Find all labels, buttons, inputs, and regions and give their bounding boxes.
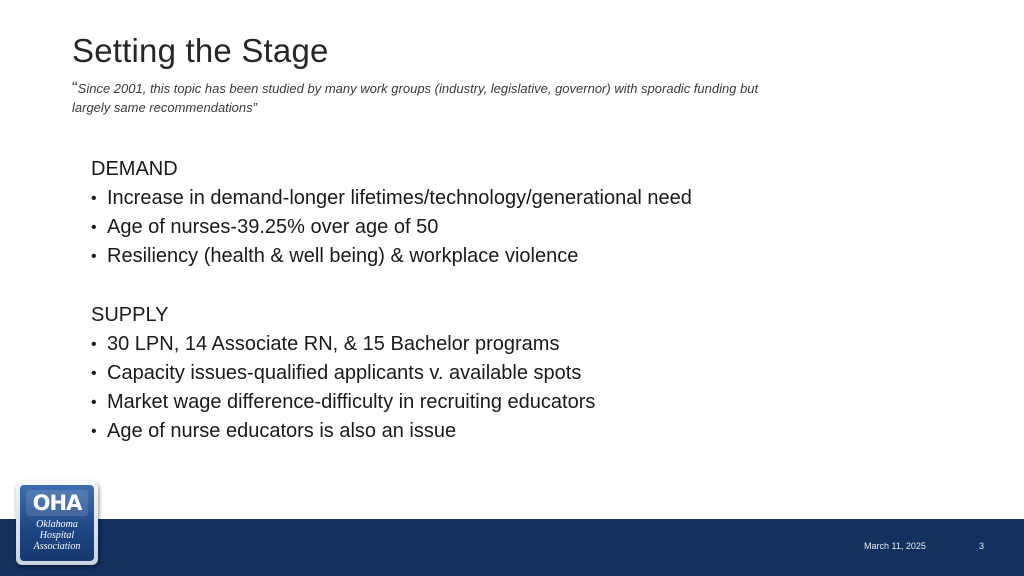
supply-item-text: Capacity issues-qualified applicants v. available spots <box>107 362 582 384</box>
demand-item-text: Resiliency (health & well being) & workplace violence <box>107 245 579 267</box>
logo-text <box>22 519 92 552</box>
bullet-icon: • <box>91 423 97 440</box>
list-item <box>91 359 911 388</box>
supply-item-text: 30 LPN, 14 Associate RN, & 15 Bachelor programs <box>107 333 560 355</box>
list-item <box>91 388 911 417</box>
page-number: 3 <box>979 541 985 551</box>
list-item <box>91 184 911 213</box>
logo-mark-icon: OHA <box>26 490 88 516</box>
bullet-icon: • <box>91 394 97 411</box>
demand-heading: DEMAND <box>91 158 178 180</box>
list-item <box>91 330 911 359</box>
demand-item-text: Age of nurses-39.25% over age of 50 <box>107 216 439 238</box>
bullet-icon: • <box>91 365 97 382</box>
supply-list <box>91 330 911 446</box>
bullet-icon: • <box>91 190 97 207</box>
section-spacer <box>91 271 911 301</box>
bullet-icon: • <box>91 219 97 236</box>
logo-panel <box>20 485 94 561</box>
demand-item-text: Increase in demand-longer lifetimes/technology/generational need <box>107 187 692 209</box>
supply-item-text: Age of nurse educators is also an issue <box>107 420 457 442</box>
slide-title: Setting the Stage <box>72 32 329 69</box>
logo-line-2: Hospital <box>39 530 75 541</box>
bullet-icon: • <box>91 336 97 353</box>
quote-open-mark: “ <box>72 78 78 97</box>
oha-logo <box>16 481 98 565</box>
list-item <box>91 417 911 446</box>
supply-heading: SUPPLY <box>91 304 169 326</box>
logo-line-1: Oklahoma <box>36 519 78 530</box>
list-item <box>91 242 911 271</box>
supply-item-text: Market wage difference-difficulty in recruiting educators <box>107 391 596 413</box>
demand-list <box>91 184 911 271</box>
logo-line-3: Association <box>33 541 81 552</box>
slide-content <box>91 155 911 446</box>
list-item <box>91 213 911 242</box>
slide-quote <box>72 78 792 117</box>
bullet-icon: • <box>91 248 97 265</box>
quote-text: Since 2001, this topic has been studied by many work groups (industry, legislative, governor) with sporadic funding but largely same recommendations” <box>72 81 759 115</box>
footer-date: March 11, 2025 <box>864 541 926 551</box>
